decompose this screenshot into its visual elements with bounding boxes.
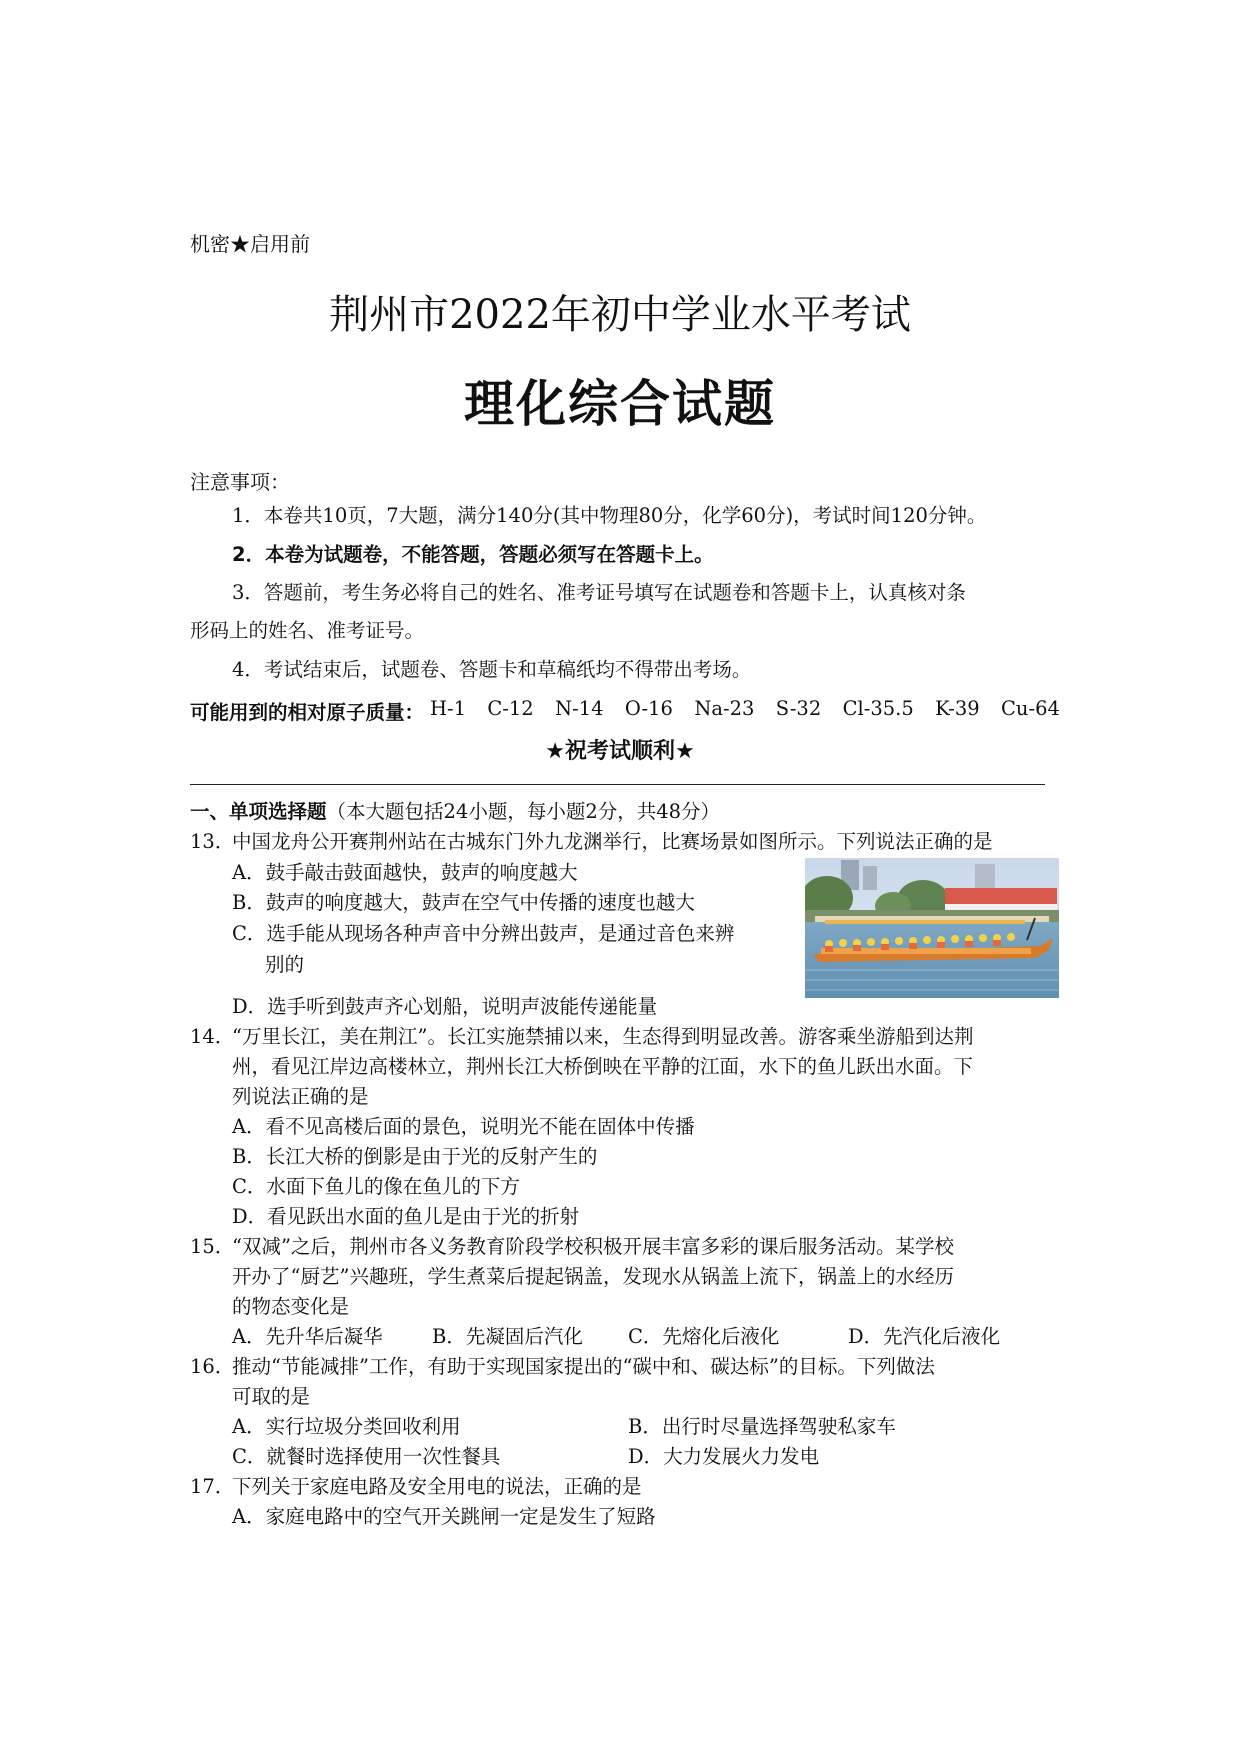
dragon-boat-race-photo xyxy=(805,858,1059,998)
atomic-mass-item: C-12 xyxy=(487,697,534,720)
atomic-mass-item: H-1 xyxy=(430,697,467,720)
notice-item-1: 1．本卷共10页，7大题，满分140分(其中物理80分，化学60分)，考试时间120分钟。 xyxy=(232,504,987,527)
question-16-option-b: B．出行时尽量选择驾驶私家车 xyxy=(628,1415,896,1438)
question-number: 17． xyxy=(190,1475,235,1498)
question-14-stem xyxy=(190,1022,1060,1051)
atomic-masses-line xyxy=(190,697,1060,725)
atomic-mass-item: Cu-64 xyxy=(1001,697,1060,720)
question-number: 13． xyxy=(190,830,235,853)
notice-item-2: 2．本卷为试题卷，不能答题，答题必须写在答题卡上。 xyxy=(232,543,714,566)
section-description: （本大题包括24小题，每小题2分，共48分） xyxy=(326,800,721,823)
question-13-option-a: A．鼓手敲击鼓面越快，鼓声的响度越大 xyxy=(232,861,578,884)
question-16-stem xyxy=(190,1352,1060,1381)
good-luck-banner: ★祝考试顺利★ xyxy=(545,739,695,764)
question-14-stem-line-2: 州，看见江岸边高楼林立，荆州长江大桥倒映在平静的江面，水下的鱼儿跃出水面。下 xyxy=(232,1055,974,1078)
question-13-option-c-cont: 别的 xyxy=(265,953,305,976)
question-15-option-b: B．先凝固后汽化 xyxy=(432,1325,583,1348)
question-text: 推动“节能减排”工作，有助于实现国家提出的“碳中和、碳达标”的目标。下列做法 xyxy=(232,1355,935,1378)
atomic-mass-item: S-32 xyxy=(775,697,822,720)
question-number: 15． xyxy=(190,1235,235,1258)
question-text: 中国龙舟公开赛荆州站在古城东门外九龙渊举行，比赛场景如图所示。下列说法正确的是 xyxy=(232,830,993,853)
exam-subtitle: 理化综合试题 xyxy=(464,375,776,433)
atomic-mass-item: Na-23 xyxy=(694,697,755,720)
question-16-option-c: C．就餐时选择使用一次性餐具 xyxy=(232,1445,501,1468)
question-16-option-d: D．大力发展火力发电 xyxy=(628,1445,820,1468)
question-15-stem-line-3: 的物态变化是 xyxy=(232,1295,350,1318)
question-13-option-c: C．选手能从现场各种声音中分辨出鼓声，是通过音色来辨 xyxy=(232,922,735,945)
question-15-option-c: C．先熔化后液化 xyxy=(628,1325,780,1348)
question-text: “双减”之后，荆州市各义务教育阶段学校积极开展丰富多彩的课后服务活动。某学校 xyxy=(232,1235,954,1258)
question-13-option-b: B．鼓声的响度越大，鼓声在空气中传播的速度也越大 xyxy=(232,891,695,914)
notice-item-4: 4．考试结束后，试题卷、答题卡和草稿纸均不得带出考场。 xyxy=(232,658,752,681)
confidential-label: 机密★启用前 xyxy=(190,232,310,256)
atomic-mass-item: O-16 xyxy=(624,697,673,720)
atomic-mass-item: K-39 xyxy=(935,697,980,720)
notice-item-3-cont: 形码上的姓名、准考证号。 xyxy=(190,619,425,642)
dragon-boat-race-image xyxy=(805,858,1059,998)
question-15-stem xyxy=(190,1232,1060,1261)
atomic-masses-label: 可能用到的相对原子质量： xyxy=(190,701,425,724)
notice-heading: 注意事项： xyxy=(190,470,290,494)
question-15-option-a: A．先升华后凝华 xyxy=(232,1325,383,1348)
question-number: 16． xyxy=(190,1355,235,1378)
question-13-option-d: D．选手听到鼓声齐心划船，说明声波能传递能量 xyxy=(232,995,658,1018)
question-text: “万里长江，美在荆江”。长江实施禁捕以来，生态得到明显改善。游客乘坐游船到达荆 xyxy=(232,1025,974,1048)
question-14-option-c: C．水面下鱼儿的像在鱼儿的下方 xyxy=(232,1175,520,1198)
divider xyxy=(190,784,1045,785)
question-14-option-d: D．看见跃出水面的鱼儿是由于光的折射 xyxy=(232,1205,580,1228)
section-title: 一、单项选择题 xyxy=(190,800,327,823)
question-15-stem-line-2: 开办了“厨艺”兴趣班，学生煮菜后提起锅盖，发现水从锅盖上流下，锅盖上的水经历 xyxy=(232,1265,954,1288)
notice-item-3: 3．答题前，考生务必将自己的姓名、准考证号填写在试题卷和答题卡上，认真核对条 xyxy=(232,581,966,604)
question-16-stem-line-2: 可取的是 xyxy=(232,1385,311,1408)
section-heading xyxy=(190,796,720,824)
atomic-masses-list xyxy=(430,697,1060,725)
question-15-option-d: D．先汽化后液化 xyxy=(848,1325,1001,1348)
question-text: 下列关于家庭电路及安全用电的说法，正确的是 xyxy=(232,1475,642,1498)
question-16-option-a: A．实行垃圾分类回收利用 xyxy=(232,1415,461,1438)
question-17-stem xyxy=(190,1472,1060,1501)
atomic-mass-item: Cl-35.5 xyxy=(842,697,914,720)
atomic-mass-item: N-14 xyxy=(555,697,604,720)
question-13-stem xyxy=(190,827,1060,856)
question-14-stem-line-3: 列说法正确的是 xyxy=(232,1085,369,1108)
question-14-option-b: B．长江大桥的倒影是由于光的反射产生的 xyxy=(232,1145,598,1168)
question-17-option-a: A．家庭电路中的空气开关跳闸一定是发生了短路 xyxy=(232,1505,656,1528)
exam-title: 荆州市2022年初中学业水平考试 xyxy=(329,292,911,338)
question-14-option-a: A．看不见高楼后面的景色，说明光不能在固体中传播 xyxy=(232,1115,695,1138)
question-number: 14． xyxy=(190,1025,235,1048)
